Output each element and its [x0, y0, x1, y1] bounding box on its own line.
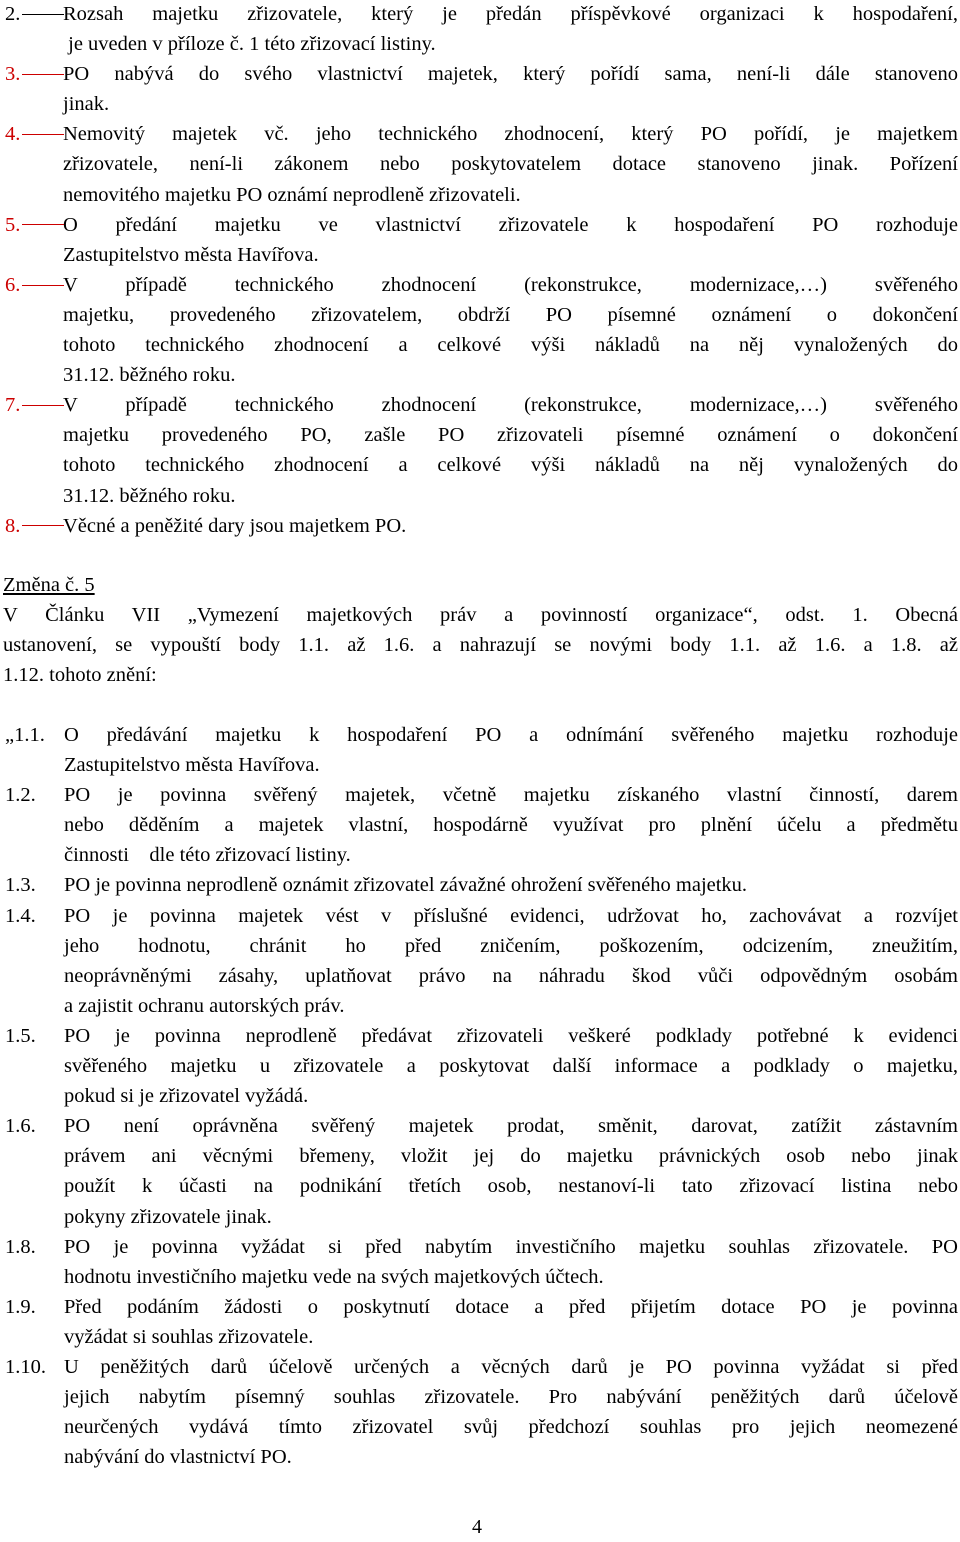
list-item-text	[0, 1111, 960, 1231]
text-line: použít k účasti na podnikání třetích osob, nestanoví-li tato zřizovací listina nebo	[64, 1175, 958, 1198]
text-line: nabývání do vlastnictví PO.	[64, 1446, 292, 1469]
text-line: O předávání majetku k hospodaření PO a odnímání svěřeného majetku rozhoduje	[64, 724, 958, 746]
text-line: 1.12. tohoto znění:	[3, 664, 157, 687]
text-line: majetku, provedeného zřizovatelem, obdrží PO písemné oznámení o dokončení	[63, 303, 958, 326]
list-item	[0, 0, 960, 59]
list-item	[0, 270, 960, 390]
text-line: pokud si je zřizovatel vyžádá.	[64, 1085, 309, 1108]
text-line: PO je povinna vyžádat si před nabytím investičního majetku souhlas zřizovatele. PO	[64, 1235, 958, 1258]
list-item-number: 2.	[5, 0, 64, 29]
text-line: jeho hodnotu, chránit ho před zničením, poškozením, odcizením, zneužitím,	[64, 934, 958, 957]
list-item-text	[0, 1232, 960, 1292]
list-item-text	[0, 720, 960, 780]
numbered-list-b	[0, 720, 960, 1472]
text-line: vyžádat si souhlas zřizovatele.	[64, 1325, 314, 1348]
amendment-heading: Změna č. 5	[3, 574, 95, 596]
text-line: V případě technického zhodnocení (rekonstrukce, modernizace,…) svěřeného	[63, 273, 958, 296]
list-item-text	[0, 390, 960, 510]
list-item-number: 4.	[5, 119, 64, 149]
list-item	[0, 390, 960, 510]
list-item-text	[0, 0, 960, 59]
list-item	[0, 1352, 960, 1472]
text-line: a zajistit ochranu autorských práv.	[64, 994, 345, 1017]
list-item-text	[0, 511, 960, 541]
list-item-text	[0, 870, 960, 900]
page-number: 4	[472, 1516, 482, 1538]
text-line: 31.12. běžného roku.	[63, 484, 236, 507]
list-item-number: 1.4.	[5, 904, 36, 927]
list-item-text	[0, 1021, 960, 1111]
list-item-number: 1.6.	[5, 1115, 36, 1138]
list-item-number: 1.8.	[5, 1235, 36, 1258]
text-line: PO nabývá do svého vlastnictví majetek, který pořídí sama, není-li dále stanoveno	[63, 63, 958, 86]
list-item	[0, 210, 960, 270]
text-line: U peněžitých darů účelově určených a věcných darů je PO povinna vyžádat si před	[64, 1355, 958, 1378]
text-line: Rozsah majetku zřizovatele, který je předán příspěvkové organizaci k hospodaření,	[63, 3, 958, 25]
text-line: Zastupitelstvo města Havířova.	[64, 754, 320, 777]
text-line: tohoto technického zhodnocení a celkové výši nákladů na něj vynaložených do	[63, 334, 958, 357]
list-item	[0, 870, 960, 900]
list-item	[0, 901, 960, 1021]
revision-strike-mark	[22, 525, 64, 526]
revision-strike-mark	[22, 134, 64, 135]
list-item-number: 3.	[5, 59, 64, 89]
list-item	[0, 119, 960, 209]
text-line: Před podáním žádosti o poskytnutí dotace a před přijetím dotace PO je povinna	[64, 1295, 958, 1318]
list-item-text	[0, 780, 960, 870]
list-item-text	[0, 1292, 960, 1352]
text-line: PO není oprávněna svěřený majetek prodat, směnit, darovat, zatížit zástavním	[64, 1115, 958, 1138]
text-line: nemovitého majetku PO oznámí neprodleně zřizovateli.	[63, 183, 521, 206]
list-item	[0, 720, 960, 780]
list-item-text	[0, 270, 960, 390]
text-line: PO je povinna svěřený majetek, včetně majetku získaného vlastní činností, darem	[64, 784, 958, 807]
text-line: jinak.	[63, 93, 110, 116]
list-item-number: 1.5.	[5, 1024, 36, 1047]
list-item	[0, 780, 960, 870]
amendment-section	[0, 570, 960, 690]
list-item-number: 1.10.	[5, 1355, 46, 1378]
text-line: V případě technického zhodnocení (rekonstrukce, modernizace,…) svěřeného	[63, 394, 958, 417]
list-item	[0, 511, 960, 541]
list-item-number: 6.	[5, 270, 64, 300]
text-line: neurčených vydává tímto zřizovatel svůj předchozí souhlas pro jejich neomezené	[64, 1416, 958, 1439]
text-line: zřizovatele, není-li zákonem nebo poskytovatelem dotace stanoveno jinak. Pořízení	[63, 153, 958, 176]
revision-strike-mark	[22, 74, 64, 75]
list-item-number: 7.	[5, 390, 64, 420]
text-line: Věcné a peněžité dary jsou majetkem PO.	[63, 514, 407, 537]
text-line: hodnotu investičního majetku vede na svých majetkových účtech.	[64, 1265, 604, 1288]
list-item-text	[0, 210, 960, 270]
numbered-list-a	[0, 0, 960, 541]
revision-strike-mark	[22, 224, 64, 225]
text-line: nebo děděním a majetek vlastní, hospodárně využívat pro plnění účelu a předmětu	[64, 814, 958, 837]
list-item	[0, 1111, 960, 1231]
text-line: 31.12. běžného roku.	[63, 364, 236, 387]
list-item-number: 1.3.	[5, 874, 36, 897]
list-item-number: 1.9.	[5, 1295, 36, 1318]
list-item-number: „1.1.	[5, 724, 45, 746]
text-line: ustanovení, se vypouští body 1.1. až 1.6. a nahrazují se novými body 1.1. až 1.6. a 1.8. až	[3, 634, 958, 657]
list-item	[0, 59, 960, 119]
text-line: Nemovitý majetek vč. jeho technického zhodnocení, který PO pořídí, je majetkem	[63, 123, 958, 146]
revision-strike-mark	[22, 405, 64, 406]
text-line: neoprávněnými zásahy, uplatňovat právo na náhradu škod vůči odpovědným osobám	[64, 964, 958, 987]
list-item-text	[0, 1352, 960, 1472]
list-item-number: 5.	[5, 210, 64, 240]
text-line: svěřeného majetku u zřizovatele a poskytovat další informace a podklady o majetku,	[64, 1055, 958, 1078]
text-line: Zastupitelstvo města Havířova.	[63, 243, 319, 266]
text-line: majetku provedeného PO, zašle PO zřizovateli písemné oznámení o dokončení	[63, 424, 958, 447]
text-line: PO je povinna neprodleně oznámit zřizovatel závažné ohrožení svěřeného majetku.	[64, 874, 748, 897]
list-item-text	[0, 119, 960, 209]
list-item-text	[0, 901, 960, 1021]
text-line: je uveden v příloze č. 1 této zřizovací listiny.	[63, 33, 436, 56]
list-item	[0, 1232, 960, 1292]
list-item-text	[0, 59, 960, 119]
text-line: právem ani věcnými břemeny, vložit jej do majetku právnických osob nebo jinak	[64, 1145, 958, 1168]
list-item	[0, 1021, 960, 1111]
revision-strike-mark	[22, 14, 64, 15]
text-line: O předání majetku ve vlastnictví zřizovatele k hospodaření PO rozhoduje	[63, 213, 958, 236]
text-line: PO je povinna neprodleně předávat zřizovateli veškeré podklady potřebné k evidenci	[64, 1024, 958, 1047]
list-item-number: 8.	[5, 511, 64, 541]
list-item	[0, 1292, 960, 1352]
amendment-text	[0, 600, 960, 690]
text-line: činnosti dle této zřizovací listiny.	[64, 844, 351, 867]
revision-strike-mark	[22, 285, 64, 286]
text-line: PO je povinna majetek vést v příslušné evidenci, udržovat ho, zachovávat a rozvíjet	[64, 904, 958, 927]
list-item-number: 1.2.	[5, 784, 36, 807]
text-line: V Článku VII „Vymezení majetkových práv a povinností organizace“, odst. 1. Obecná	[3, 604, 958, 627]
text-line: jejich nabytím písemný souhlas zřizovatele. Pro nabývání peněžitých darů účelově	[64, 1386, 958, 1409]
text-line: tohoto technického zhodnocení a celkové výši nákladů na něj vynaložených do	[63, 454, 958, 477]
text-line: pokyny zřizovatele jinak.	[64, 1205, 272, 1228]
